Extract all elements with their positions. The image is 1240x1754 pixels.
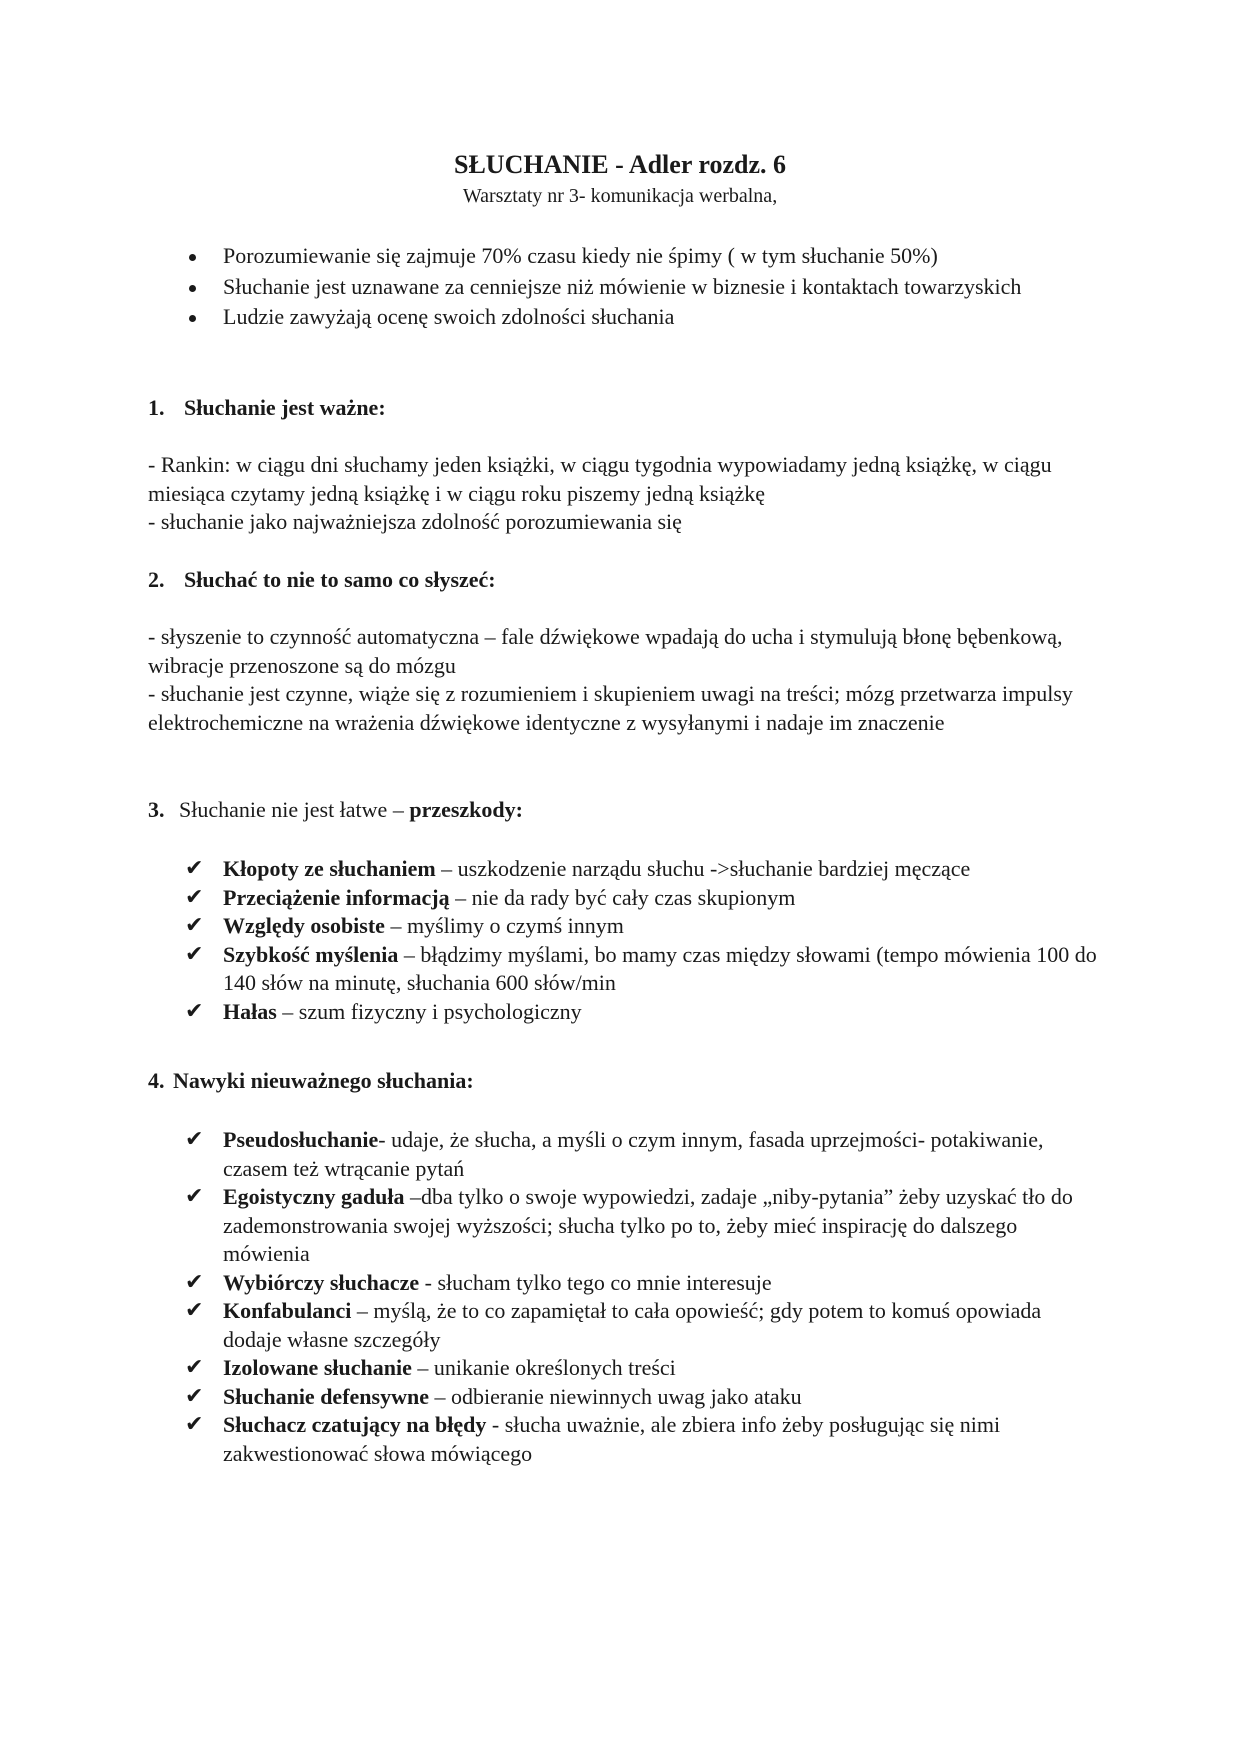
bullet-icon bbox=[189, 315, 196, 322]
checkmark-icon: ✔ bbox=[185, 856, 204, 881]
checkmark-icon: ✔ bbox=[185, 1412, 204, 1437]
list-item: Słuchanie jest uznawane za cenniejsze niż mówienie w biznesie i kontaktach towarzyskich bbox=[168, 273, 1088, 302]
paragraph-line: - słuchanie jest czynne, wiąże się z rozumieniem i skupieniem uwagi na treści; mózg przetwarza impulsy elektrochemiczne na wrażenia dźwiękowe identyczne z wysyłanymi i nadaje im znaczenie bbox=[148, 681, 1073, 735]
list-item: Porozumiewanie się zajmuje 70% czasu kiedy nie śpimy ( w tym słuchanie 50%) bbox=[168, 242, 1088, 271]
list-item: ✔ Hałas – szum fizyczny i psychologiczny bbox=[185, 998, 582, 1024]
list-item: ✔ Względy osobiste – myślimy o czymś innym bbox=[185, 913, 624, 938]
list-item: ✔ Pseudosłuchanie- udaje, że słucha, a myśli o czym innym, fasada uprzejmości- potakiwanie, czasem też wtrącanie pytań bbox=[185, 1127, 1044, 1181]
paragraph-line: - Rankin: w ciągu dni słuchamy jeden książki, w ciągu tygodnia wypowiadamy jedną książkę, w ciągu miesiąca czytamy jedną książkę i w ciągu roku piszemy jedną książkę bbox=[148, 452, 1052, 506]
checkmark-icon: ✔ bbox=[185, 1355, 204, 1380]
section-1-heading: 1. Słuchanie jest ważne: bbox=[148, 395, 386, 420]
list-item: ✔ Przeciążenie informacją – nie da rady być cały czas skupionym bbox=[185, 884, 796, 910]
checkmark-icon: ✔ bbox=[185, 1298, 204, 1323]
section-4-heading: 4. Nawyki nieuważnego słuchania: bbox=[148, 1068, 474, 1093]
list-item: ✔ Szybkość myślenia – błądzimy myślami, bo mamy czas między słowami (tempo mówienia 100 do 140 słów na minutę, słuchania 600 słów/min bbox=[185, 941, 1097, 995]
checkmark-icon: ✔ bbox=[185, 1127, 204, 1152]
section-1-body bbox=[148, 451, 1098, 537]
section-3-heading: 3. Słuchanie nie jest łatwe – przeszkody: bbox=[148, 797, 523, 822]
bullet-icon bbox=[189, 254, 196, 261]
bullet-icon bbox=[189, 285, 196, 292]
checkmark-icon: ✔ bbox=[185, 913, 204, 938]
checkmark-icon: ✔ bbox=[185, 1184, 204, 1209]
checkmark-icon: ✔ bbox=[185, 884, 204, 910]
list-item: ✔ Konfabulanci – myślą, że to co zapamiętał to cała opowieść; gdy potem to komuś opowiada dodaje własne szczegóły bbox=[185, 1298, 1042, 1352]
page-title: SŁUCHANIE - Adler rozdz. 6 bbox=[454, 150, 786, 179]
list-item: Ludzie zawyżają ocenę swoich zdolności słuchania bbox=[168, 303, 1088, 332]
checkmark-icon: ✔ bbox=[185, 998, 204, 1024]
paragraph-line: - słuchanie jako najważniejsza zdolność porozumiewania się bbox=[148, 509, 682, 534]
section-4-checklist bbox=[168, 1126, 1098, 1468]
intro-bullet-list bbox=[168, 242, 1088, 334]
paragraph-line: - słyszenie to czynność automatyczna – fale dźwiękowe wpadają do ucha i stymulują błonę bębenkową, wibracje przenoszone są do mózgu bbox=[148, 624, 1063, 678]
list-item: ✔ Słuchacz czatujący na błędy - słucha uważnie, ale zbiera info żeby posługując się nimi zakwestionować słowa mówiącego bbox=[185, 1412, 1001, 1466]
checkmark-icon: ✔ bbox=[185, 1269, 204, 1295]
list-item: ✔ Kłopoty ze słuchaniem – uszkodzenie narządu słuchu ->słuchanie bardziej męczące bbox=[185, 856, 971, 881]
page-subtitle: Warsztaty nr 3- komunikacja werbalna, bbox=[462, 185, 778, 207]
section-2-heading: 2. Słuchać to nie to samo co słyszeć: bbox=[148, 567, 496, 592]
checkmark-icon: ✔ bbox=[185, 1383, 204, 1409]
checkmark-icon: ✔ bbox=[185, 941, 204, 967]
section-3-checklist bbox=[168, 855, 1098, 1026]
list-item: ✔ Słuchanie defensywne – odbieranie niewinnych uwag jako ataku bbox=[185, 1383, 802, 1409]
list-item: ✔ Izolowane słuchanie – unikanie określonych treści bbox=[185, 1355, 676, 1380]
list-item: ✔ Wybiórczy słuchacze - słucham tylko tego co mnie interesuje bbox=[185, 1269, 772, 1295]
section-2-body bbox=[148, 623, 1098, 737]
list-item: ✔ Egoistyczny gaduła –dba tylko o swoje wypowiedzi, zadaje „niby-pytania” żeby uzyskać tło do zademonstrowania swojej wyższości; słucha tylko po to, żeby mieć inspirację do dalszego mówienia bbox=[185, 1184, 1073, 1266]
